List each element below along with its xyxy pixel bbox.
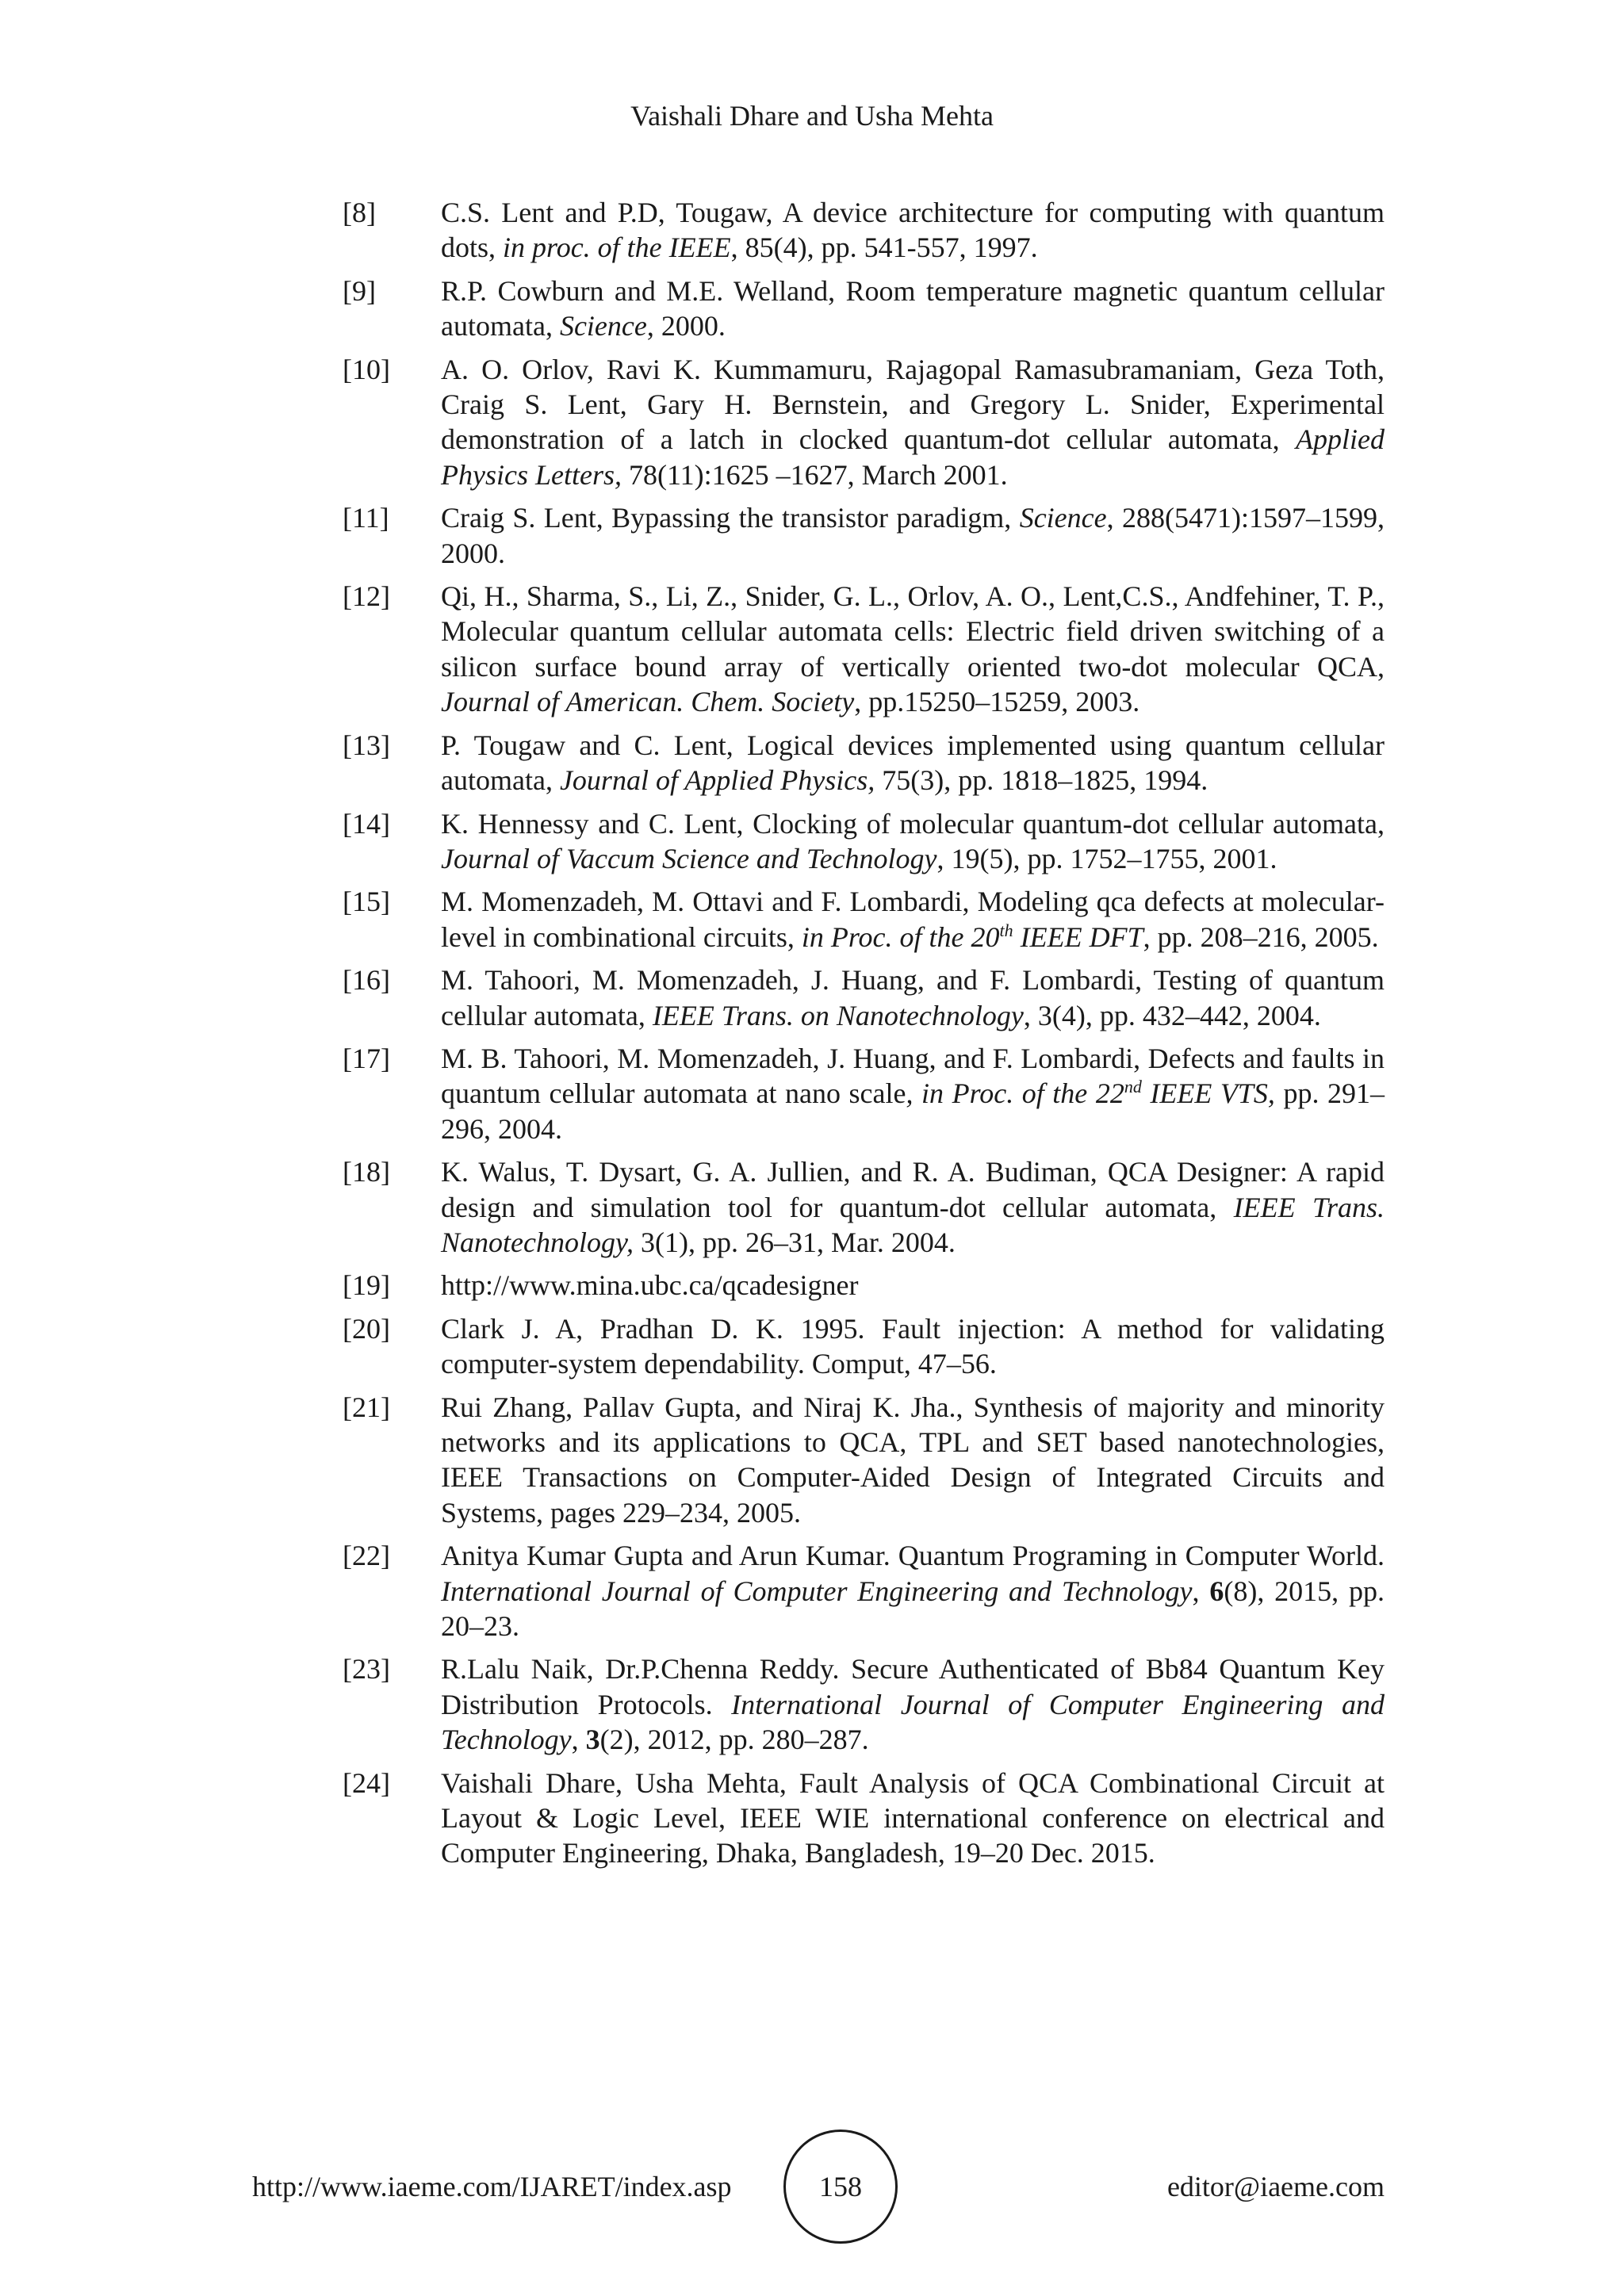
reference-text-segment: , [1192, 1575, 1210, 1607]
reference-text-segment: Anitya Kumar Gupta and Arun Kumar. Quantum Programing in Computer World. [441, 1540, 1385, 1572]
reference-number: [9] [343, 274, 376, 307]
reference-text [441, 1538, 1385, 1644]
reference-text-segment: Rui Zhang, Pallav Gupta, and Niraj K. Jha., Synthesis of majority and minority networks and its applications to QCA, TPL and SET based nanotechnologies, IEEE Transactions on Computer-Aided Design of Integrated Circuits and Systems, pages 229–234, 2005. [441, 1391, 1385, 1529]
reference-text-segment: Qi, H., Sharma, S., Li, Z., Snider, G. L., Orlov, A. O., Lent,C.S., Andfehiner, T. P., Molecular quantum cellular automata cells: Electric field driven switching of a silicon surface bound array of vertically oriented two-dot molecular QCA, [441, 580, 1385, 683]
reference-item [343, 1268, 1385, 1303]
reference-number: [15] [343, 886, 390, 918]
reference-text-segment: Craig S. Lent, Bypassing the transistor paradigm, [441, 502, 1020, 534]
reference-text-segment: International Journal of Computer Engineering and Technology [441, 1575, 1193, 1607]
reference-number: [20] [343, 1312, 390, 1345]
reference-text [441, 728, 1385, 798]
reference-text-segment: IEEE DFT [1013, 920, 1143, 953]
reference-text [441, 195, 1385, 266]
reference-text-segment: 6 [1209, 1575, 1224, 1607]
reference-list [343, 195, 1385, 1879]
reference-text-segment: M. Momenzadeh, M. Ottavi and F. Lombardi, Modeling qca defects at molecular-level in combinational circuits, [441, 886, 1385, 953]
reference-number: [21] [343, 1391, 390, 1423]
reference-text [441, 962, 1385, 1033]
reference-item [343, 884, 1385, 955]
reference-text-segment: IEEE Trans. on Nanotechnology [652, 999, 1024, 1031]
reference-text [441, 1390, 1385, 1531]
reference-text-segment: Journal of Applied Physics, [559, 764, 875, 797]
reference-text-segment: R.P. Cowburn and M.E. Welland, Room temperature magnetic quantum cellular automata, [441, 274, 1385, 342]
reference-text [441, 1268, 1385, 1303]
reference-text-segment: (8), 2015, pp. 20–23. [441, 1575, 1385, 1643]
reference-text-segment: M. B. Tahoori, M. Momenzadeh, J. Huang, and F. Lombardi, Defects and faults in quantum cellular automata at nano scale [441, 1042, 1385, 1110]
reference-number: [14] [343, 807, 390, 840]
reference-text-segment: K. Hennessy and C. Lent, Clocking of molecular quantum-dot cellular automata, [441, 807, 1385, 840]
reference-item [343, 1041, 1385, 1146]
reference-text [441, 1041, 1385, 1146]
reference-text-segment: P. Tougaw and C. Lent, Logical devices implemented using quantum cellular automata, [441, 729, 1385, 797]
reference-text-segment: 75(3), pp. 1818–1825, 1994. [875, 764, 1208, 797]
reference-text-segment: IEEE VTS, [1141, 1077, 1275, 1110]
reference-text-segment: Applied Physics Letters, [441, 423, 1385, 491]
footer-email[interactable]: editor@iaeme.com [1166, 2171, 1385, 2202]
reference-item [343, 352, 1385, 493]
reference-number: [16] [343, 964, 390, 997]
reference-text-segment: C.S. Lent and P.D, Tougaw, A device architecture for computing with quantum dots, [441, 197, 1385, 264]
reference-item [343, 579, 1385, 720]
reference-item [343, 1311, 1385, 1382]
reference-text-segment: 3(1), pp. 26–31, Mar. 2004. [633, 1226, 956, 1258]
reference-number: [18] [343, 1156, 390, 1188]
reference-text [441, 500, 1385, 571]
reference-item [343, 1766, 1385, 1871]
reference-item [343, 962, 1385, 1033]
reference-text-segment: A. O. Orlov, Ravi K. Kummamuru, Rajagopal Ramasubramaniam, Geza Toth, Craig S. Lent, Gary H. Bernstein, and Gregory L. Snider, Experimental demonstration of a latch in clocked quantum-dot cellular automata, [441, 353, 1385, 456]
reference-text-segment: Clark J. A, Pradhan D. K. 1995. Fault injection: A method for validating computer-system dependability. Comput, 47–56. [441, 1312, 1385, 1380]
reference-text-segment: , pp. 208–216, 2005. [1143, 920, 1379, 953]
reference-item [343, 500, 1385, 571]
reference-text-segment: M. Tahoori, M. Momenzadeh, J. Huang, and F. Lombardi, Testing of quantum cellular automata, [441, 964, 1385, 1031]
reference-item [343, 274, 1385, 344]
reference-text [441, 1311, 1385, 1382]
reference-number: [12] [343, 580, 390, 613]
reference-text-segment: , 3(4), pp. 432–442, 2004. [1023, 999, 1321, 1031]
reference-text [441, 884, 1385, 955]
reference-text-segment: , [571, 1724, 586, 1756]
reference-text [441, 1651, 1385, 1757]
reference-text-segment: , 2000. [646, 310, 726, 342]
reference-text-segment: th [999, 920, 1013, 940]
reference-number: [13] [343, 729, 390, 761]
reference-item [343, 1154, 1385, 1260]
reference-number: [11] [343, 502, 389, 534]
reference-text-segment: K. Walus, T. Dysart, G. A. Jullien, and R. A. Budiman, QCA Designer: A rapid design and simulation tool for quantum-dot cellular automata, [441, 1156, 1385, 1223]
reference-text-segment: Journal of American. Chem. Society [441, 686, 855, 718]
reference-text-segment: IEEE Trans. Nanotechnology, [441, 1191, 1385, 1258]
reference-text-segment: , pp.15250–15259, 2003. [854, 686, 1140, 718]
reference-number: [17] [343, 1042, 390, 1074]
running-head-authors: Vaishali Dhare and Usha Mehta [630, 100, 994, 132]
reference-text [441, 806, 1385, 877]
reference-text-segment: International Journal of Computer Engineering and Technology [441, 1688, 1385, 1756]
reference-text-segment: in Proc. of the 20 [801, 920, 1000, 953]
reference-text-segment: , 288(5471):1597–1599, 2000. [441, 502, 1385, 569]
reference-number: [22] [343, 1540, 390, 1572]
reference-text-segment: R.Lalu Naik, Dr.P.Chenna Reddy. Secure Authenticated of Bb84 Quantum Key Distribution Protocols. [441, 1653, 1385, 1720]
reference-text [441, 274, 1385, 344]
reference-text-segment: in proc. of the IEEE [503, 232, 731, 264]
reference-item [343, 1538, 1385, 1644]
reference-text [441, 352, 1385, 493]
reference-text-segment: Science [559, 310, 647, 342]
reference-text [441, 1766, 1385, 1871]
reference-text-segment: pp. 291–296, 2004. [441, 1077, 1385, 1145]
reference-text [441, 1154, 1385, 1260]
reference-item [343, 806, 1385, 877]
reference-text-segment: http://www.mina.ubc.ca/qcadesigner [441, 1269, 859, 1302]
reference-text-segment: Vaishali Dhare, Usha Mehta, Fault Analysis of QCA Combinational Circuit at Layout & Logic Level, IEEE WIE international conference on electrical and Computer Engineering, Dhaka, Bangladesh, 19–20 Dec. 2015. [441, 1766, 1385, 1869]
reference-text-segment: 78(11):1625 –1627, March 2001. [621, 458, 1008, 491]
footer-url[interactable]: http://www.iaeme.com/IJARET/index.asp [252, 2171, 732, 2202]
reference-number: [19] [343, 1269, 390, 1302]
reference-text-segment: nd [1124, 1077, 1142, 1097]
reference-text-segment: Science [1019, 502, 1107, 534]
reference-text-segment: , 85(4), pp. 541-557, 1997. [730, 232, 1038, 264]
reference-item [343, 728, 1385, 798]
reference-number: [23] [343, 1653, 390, 1686]
reference-text-segment: (2), 2012, pp. 280–287. [599, 1724, 869, 1756]
reference-text [441, 579, 1385, 720]
reference-text-segment: , 19(5), pp. 1752–1755, 2001. [936, 842, 1277, 874]
reference-item [343, 195, 1385, 266]
reference-item [343, 1390, 1385, 1531]
reference-text-segment: Journal of Vaccum Science and Technology [441, 842, 937, 874]
page-number: 158 [783, 2130, 898, 2244]
reference-item [343, 1651, 1385, 1757]
reference-number: [10] [343, 353, 390, 385]
reference-number: [24] [343, 1766, 390, 1799]
reference-number: [8] [343, 197, 376, 228]
reference-text-segment: 3 [585, 1724, 600, 1756]
reference-text-segment: , in Proc. of the 22 [906, 1077, 1124, 1110]
